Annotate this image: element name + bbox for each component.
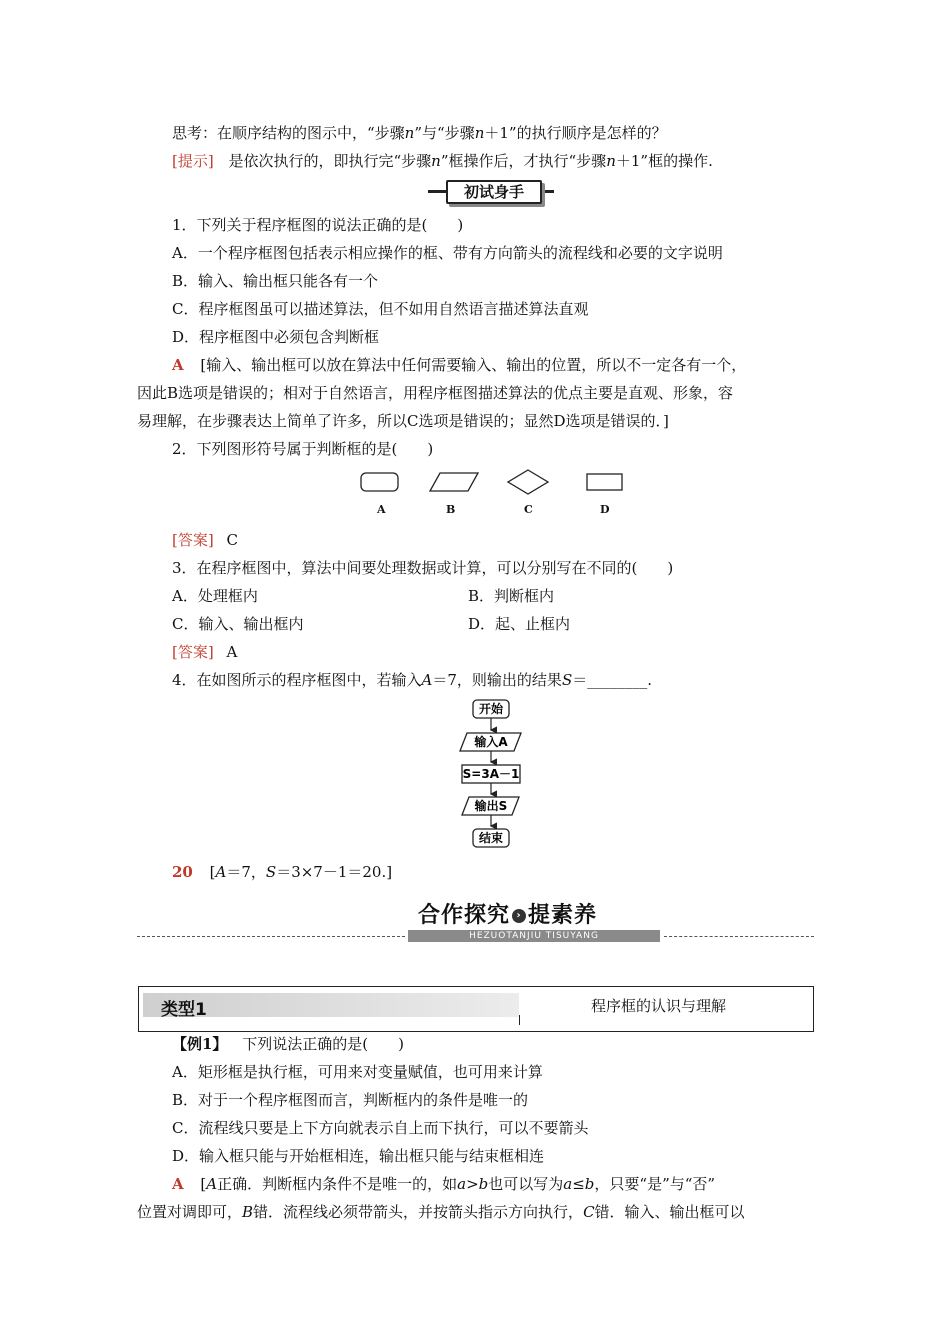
q4-explain-pre: [: [209, 863, 216, 881]
q2-label-a: A: [377, 503, 386, 516]
q4-stem: [172, 670, 652, 690]
q3-option-d: D．起、止框内: [468, 615, 571, 633]
ex1-e1a: [: [200, 1175, 207, 1193]
banner-bar-left: [428, 190, 448, 193]
section-title: [418, 898, 658, 928]
q4-stem-pre: 4．在如图所示的程序框图中，若输入: [172, 671, 422, 689]
ex1-answer-letter: A: [172, 1175, 184, 1193]
ex1-e2a: 位置对调即可，: [137, 1203, 243, 1221]
ex1-option-c: C．流程线只要是上下方向就表示自上而下执行，可以不要箭头: [172, 1119, 589, 1137]
q1-explain-2: 因此B选项是错误的；相对于自然语言，用程序框图描述算法的优点主要是直观、形象，容: [137, 384, 734, 402]
think-hint: [172, 151, 713, 171]
q4-answer-line: [172, 862, 392, 882]
q4-explain-a: A: [215, 863, 227, 881]
think-q-mid: ”与“步骤: [414, 124, 475, 142]
q4-explain-mid: ＝7，: [226, 863, 266, 881]
q3-option-a: A．处理框内: [172, 587, 258, 605]
q3-answer-label: [答案]: [172, 643, 214, 661]
q2-answer-value: C: [226, 531, 238, 549]
ex1-e1b: A: [206, 1175, 218, 1193]
q2-stem: 2．下列图形符号属于判断框的是( ): [172, 440, 434, 458]
section-dash-right: [664, 936, 814, 937]
type-box: [138, 986, 814, 1032]
q4-stem-post: ＝________.: [572, 671, 652, 689]
section-title-b: 提素养: [528, 903, 598, 928]
q1-answer-line: [172, 355, 746, 375]
ex1-e1g: ，只要“是”与“否”: [594, 1175, 716, 1193]
ex1-option-d: D．输入框只能与开始框相连，输出框只能与结束框相连: [172, 1147, 545, 1165]
think-q-pre: 思考：在顺序结构的图示中，“步骤: [172, 124, 405, 142]
type-divider: [519, 1015, 520, 1025]
section-dash-left: [137, 936, 405, 937]
ex1-e2c: 错．流程线必须带箭头，并按箭头指示方向执行，: [253, 1203, 584, 1221]
q4-stem-a: A: [421, 671, 433, 689]
think-q-n1: n: [404, 124, 415, 142]
ex1-e1f: a≤b: [563, 1175, 595, 1193]
q3-option-b: B．判断框内: [468, 587, 555, 605]
section-title-a: 合作探究: [418, 903, 511, 928]
q1-answer-letter: A: [172, 356, 184, 374]
flow-process-text: S=3A－1: [462, 767, 520, 781]
symbol-process: [587, 474, 622, 490]
symbol-terminal: [361, 473, 398, 491]
section-subtitle: HEZUOTANJIU TISUYANG: [408, 930, 660, 942]
symbol-io: [430, 473, 478, 491]
hint-pre: 是依次执行的，即执行完“步骤: [228, 152, 432, 170]
q4-answer: 20: [172, 863, 193, 881]
ex1-e1e: 也可以写为: [488, 1175, 564, 1193]
flow-input-text: 输入A: [474, 735, 508, 749]
q4-explain-post: ＝3×7－1＝20.]: [276, 863, 393, 881]
q1-option-a: A．一个程序框图包括表示相应操作的框、带有方向箭头的流程线和必要的文字说明: [172, 244, 723, 262]
hint-mid: ”框操作后，才执行“步骤: [440, 152, 607, 170]
q2-label-c: C: [524, 503, 533, 516]
banner-title: 初试身手: [446, 180, 542, 204]
ex1-label: 【例1】: [172, 1035, 228, 1053]
q4-stem-s: S: [561, 671, 573, 689]
hint-n2: n: [606, 152, 616, 170]
think-question: [172, 123, 667, 143]
q1-explain-3: 易理解，在步骤表达上简单了许多，所以C选项是错误的；显然D选项是错误的．]: [137, 412, 669, 430]
ex1-option-b: B．对于一个程序框图而言，判断框内的条件是唯一的: [172, 1091, 529, 1109]
ex1-stem-line: [172, 1034, 404, 1054]
q4-explain-s: S: [265, 863, 277, 881]
q2-label-b: B: [446, 503, 456, 516]
hint-post: ＋1”框的操作.: [615, 152, 713, 170]
q1-option-d: D．程序框图中必须包含判断框: [172, 328, 380, 346]
q3-option-c: C．输入、输出框内: [172, 615, 304, 633]
flow-output-text: 输出S: [474, 799, 508, 813]
type-subject: 程序框的认识与理解: [591, 997, 727, 1015]
hint-label: [提示]: [172, 152, 214, 170]
q2-answer: [172, 530, 238, 550]
hint-n1: n: [431, 152, 441, 170]
ex1-e2b: B: [242, 1203, 254, 1221]
q2-label-d: D: [600, 503, 610, 516]
q1-explain-1: [输入、输出框可以放在算法中任何需要输入、输出的位置，所以不一定各有一个，: [200, 356, 747, 374]
think-q-post: ＋1”的执行顺序是怎样的？: [484, 124, 667, 142]
ex1-explain-line2: [137, 1202, 745, 1222]
q1-option-b: B．输入、输出框只能各有一个: [172, 272, 379, 290]
ex1-e1d: a>b: [457, 1175, 489, 1193]
ex1-explain-line1: [172, 1174, 715, 1194]
ex1-e1c: 正确．判断框内条件不是唯一的，如: [217, 1175, 458, 1193]
section-title-arrow-icon: ›: [512, 909, 526, 923]
q1-option-c: C．程序框图虽可以描述算法，但不如用自然语言描述算法直观: [172, 300, 589, 318]
q3-stem: 3．在程序框图中，算法中间要处理数据或计算，可以分别写在不同的( ): [172, 559, 674, 577]
q4-stem-mid: ＝7，则输出的结果: [432, 671, 562, 689]
ex1-option-a: A．矩形框是执行框，可用来对变量赋值，也可用来计算: [172, 1063, 543, 1081]
q4-flowchart: [450, 696, 540, 856]
q1-stem: 1．下列关于程序框图的说法正确的是( ): [172, 216, 464, 234]
flow-start-text: 开始: [478, 702, 504, 716]
q3-answer-value: A: [226, 643, 238, 661]
ex1-stem: 下列说法正确的是( ): [242, 1035, 404, 1053]
q2-symbols: [350, 466, 640, 502]
section-banner-try: [428, 180, 554, 202]
ex1-e2e: 错．输入、输出框可以: [594, 1203, 745, 1221]
flow-end-text: 结束: [478, 831, 504, 845]
think-q-n2: n: [474, 124, 485, 142]
q3-answer: [172, 642, 237, 662]
ex1-e2d: C: [583, 1203, 595, 1221]
q2-answer-label: [答案]: [172, 531, 214, 549]
type-tag: 类型1: [161, 1000, 207, 1020]
symbol-decision: [508, 470, 548, 494]
